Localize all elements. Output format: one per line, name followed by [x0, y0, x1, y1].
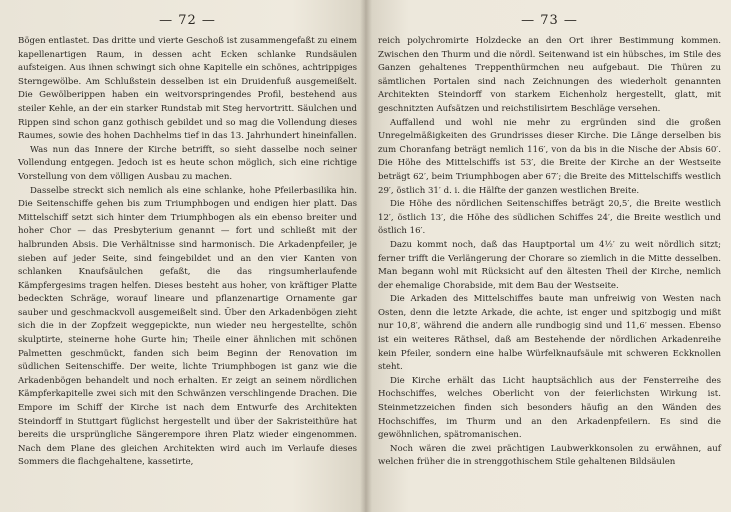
page-number-right: — 73 — — [521, 13, 578, 28]
paragraph: Auffallend und wohl nie mehr zu ergründen sind die großen Unregelmäßigkeiten des Grundrisses dieser Kirche. Die Länge derselben bis zum Choranfang beträgt nemlich 116′, von da bis in die Nische der Absis 60′. Die Höhe des Mittelschiffs ist 53′, die Breite der Kirche an der Westseite beträgt 62′, beim Triumphbogen aber 67′; die Breite des Mittelschiffs westlich 29′, östlich 31′ d. i. die Hälfte der ganzen westlichen Breite. — [378, 117, 721, 196]
paragraph: Dasselbe streckt sich nemlich als eine schlanke, hohe Pfeilerbasilika hin. Die Seitenschiffe gehen bis zum Triumphbogen und endigen hier platt. Das Mittelschiff setzt sich hinter dem Triumphbogen als ein ebenso breiter und hoher Chor — das Presbyterium genannt — fort und schließt mit der halbrunden Absis. Die Verhältnisse sind harmonisch. Die Arkadenpfeiler, je sieben auf jeder Seite, sind feingebildet und an den vier Kanten von schlanken Knaufsäulchen gefaßt, die das ringsumherlaufende Kämpfergesims tragen helfen. Dieses besteht aus hoher, von kräftiger Platte bedeckten Schräge, worauf lineare und pflanzenartige Ornamente gar sauber und geschmackvoll ausgemeißelt sind. Über den Arkadenbögen zieht sich die in der Zopfzeit weggepickte, nun wieder neu hergestellte, schön skulptirte, steinerne hohe Gurte hin; Theile einer ähnlichen mit schönen Palmetten geschmückt, fanden sich beim Beginn der Renovation im südlichen Seitenschiffe. Der weite, lichte Triumphbogen ist ganz wie die Arkadenbögen behandelt und noch erhalten. Er zeigt an seinem nördlichen Kämpferkapitelle zwei sich mit den Schwänzen verschlingende Drachen. Die Empore im Schiff der Kirche ist nach dem Entwurfe des Architekten Steindorff in Stuttgart füglichst hergestellt und über der Sakristeithüre hat bereits die ursprüngliche Sängerempore ihren Platz wieder eingenommen. Nach dem Plane des gleichen Architekten wird auch im Verlaufe dieses Sommers die flachgehaltene, kassetirte, — [18, 185, 357, 468]
paragraph: Die Höhe des nördlichen Seitenschiffes beträgt 20,5′, die Breite westlich 12′, östlich 13′, die Höhe des südlichen Schiffes 24′, die Breite westlich und östlich 16′. — [378, 199, 721, 237]
left-page-text — [18, 35, 357, 470]
paragraph: reich polychromirte Holzdecke an den Ort ihrer Bestimmung kommen. Zwischen den Thurm und die nördl. Seitenwand ist ein hübsches, im Stile des Ganzen gehaltenes Treppenthürmchen neu aufgebaut. Die Thüren zu sämtlichen Portalen sind nach Zeichnungen des wiederholt genannten Architekten Steindorff von starkem Eichenholz hergestellt, glatt, mit geschnitzten Aufsätzen und reichstilisirtem Beschläge versehen. — [378, 36, 721, 114]
paragraph: Die Arkaden des Mittelschiffes baute man unfreiwig von Westen nach Osten, denn die letzte Arkade, die achte, ist enger und spitzbogig und mißt nur 10,8′, während die andern alle rundbogig sind und 11,6′ messen. Ebenso ist ein weiteres Räthsel, daß am Bestehende der nördlichen Arkadenreihe kein Pfeiler, sondern eine halbe Würfelknaufsäule mit schweren Eckknollen steht. — [378, 294, 721, 373]
page-number-left: — 72 — — [159, 13, 216, 28]
paragraph: Was nun das Innere der Kirche betrifft, so sieht dasselbe noch seiner Vollendung entgegen. Jedoch ist es heute schon möglich, sich eine richtige Vorstellung von dem völligen Ausbau zu machen. — [18, 144, 357, 182]
right-page — [365, 0, 731, 512]
paragraph: Bögen entlastet. Das dritte und vierte Geschoß ist zusammengefaßt zu einem kapellenartigen Raum, in dessen acht Ecken schlanke Rundsäulen aufsteigen. Aus ihnen schwingt sich ohne Kapitelle ein schönes, achtrippiges Sterngewölbe. Am Schlußstein desselben ist ein Druidenfuß ausgemeißelt. Die Gewölberippen haben ein weitvorspringendes Profil, bestehend aus steiler Kehle, an der ein starker Rundstab mit Steg hervortritt. Säulchen und Rippen sind schon ganz gothisch gebildet und so mag die Vollendung dieses Raumes, sowie des hohen Dachhelms tief in das 13. Jahrhundert hineinfallen. — [18, 36, 357, 142]
paragraph: Noch wären die zwei prächtigen Laubwerkkonsolen zu erwähnen, auf welchen früher die in strenggothischem Stile gehaltenen Bildsäulen — [378, 443, 721, 468]
paragraph: Die Kirche erhält das Licht hauptsächlich aus der Fensterreihe des Hochschiffes, welches Oberlicht von der feierlichsten Wirkung ist. Steinmetzzeichen finden sich besonders häufig an den Wänden des Hochschiffes, im Thurm und an den Arkadenpfeilern. Es sind die gewöhnlichen, spätromanischen. — [378, 375, 721, 441]
right-page-text — [378, 35, 721, 470]
left-page — [0, 0, 365, 512]
paragraph: Dazu kommt noch, daß das Hauptportal um 4½′ zu weit nördlich sitzt; ferner trifft die Verlängerung der Chorare so ziemlich in die Mitte desselben. Man begann wohl mit Rücksicht auf den ältesten Theil der Kirche, nemlich der ehemalige Chorabside, mit dem Bau der Westseite. — [378, 239, 721, 291]
